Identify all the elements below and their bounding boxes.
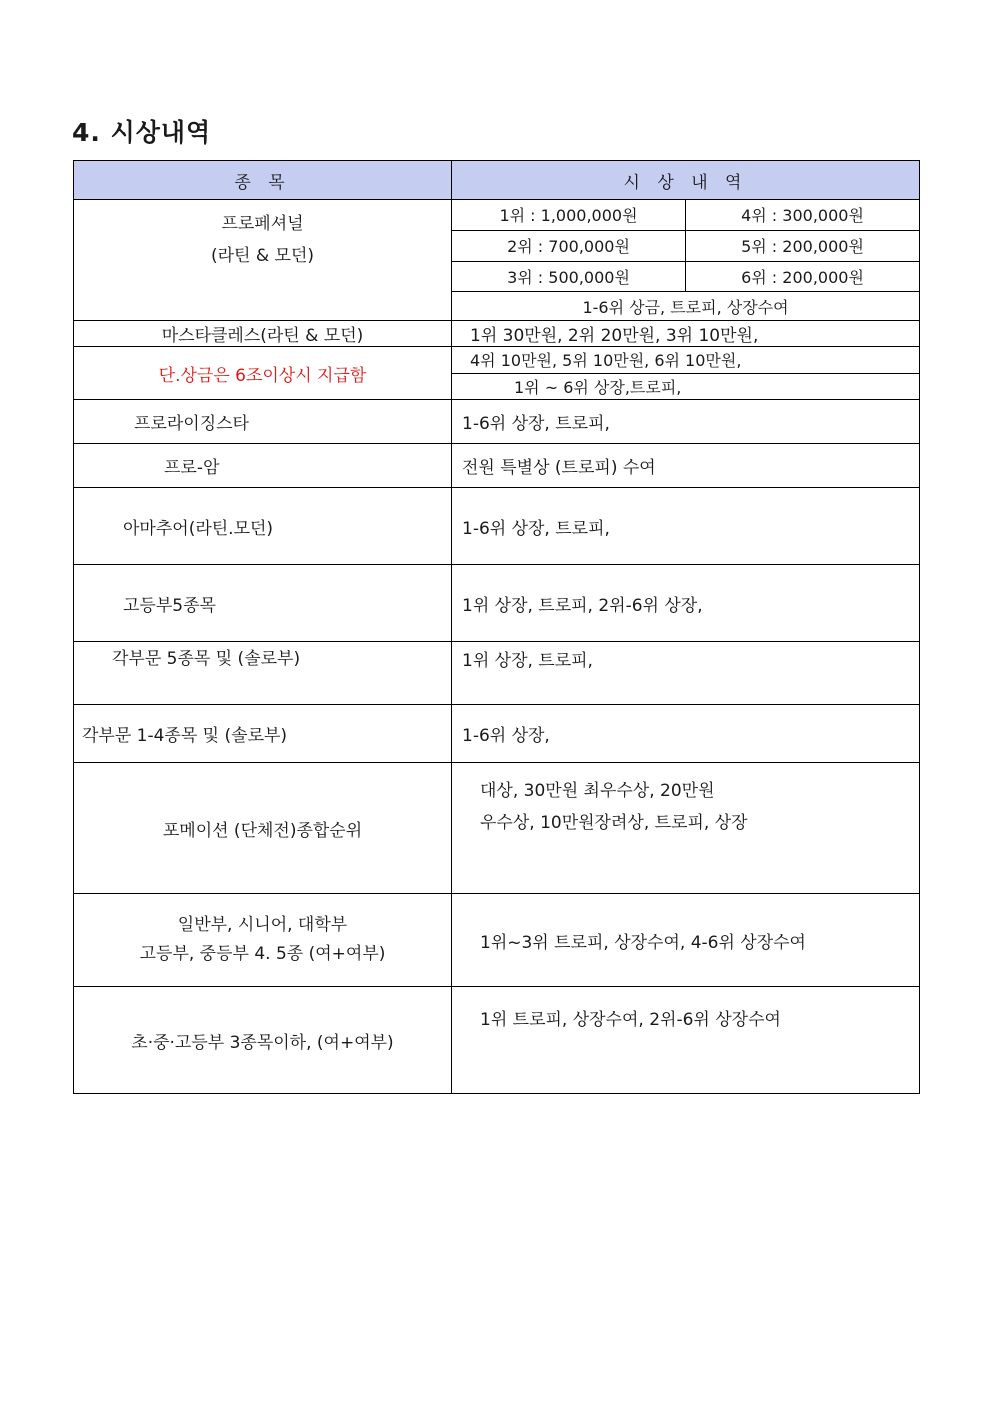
row-category: 프로-암 — [74, 444, 452, 488]
formation-award-cell — [452, 763, 920, 894]
masterclass-award-cell — [452, 347, 920, 400]
awards-table — [73, 160, 920, 1094]
masterclass-award-line3: 1위 ~ 6위 상장,트로피, — [514, 377, 682, 397]
row-award: 1-6위 상장, 트로피, — [452, 400, 920, 444]
row-category: 각부문 1-4종목 및 (솔로부) — [74, 705, 452, 763]
table-row-professional — [74, 200, 920, 321]
school-award: 1위 트로피, 상장수여, 2위-6위 상장수여 — [452, 987, 920, 1094]
row-category: 아마추어(라틴.모던) — [74, 488, 452, 565]
table-row-school — [74, 987, 920, 1094]
professional-note: 1-6위 상금, 트로피, 상장수여 — [582, 297, 789, 317]
table-row-formation — [74, 763, 920, 894]
table-row — [74, 642, 920, 705]
masterclass-award-line1: 1위 30만원, 2위 20만원, 3위 10만원, — [452, 321, 920, 347]
table-row — [74, 705, 920, 763]
table-row — [74, 444, 920, 488]
prize-3rd: 3위 : 500,000원 — [452, 262, 686, 292]
table-row — [74, 400, 920, 444]
formation-award-line2: 우수상, 10만원장려상, 트로피, 상장 — [480, 813, 748, 833]
general-award: 1위~3위 트로피, 상장수여, 4-6위 상장수여 — [452, 894, 920, 987]
header-awards: 시 상 내 역 — [452, 161, 920, 200]
row-award: 1위 상장, 트로피, 2위-6위 상장, — [452, 565, 920, 642]
formation-award-line1: 대상, 30만원 최우수상, 20만원 — [480, 781, 715, 801]
masterclass-award-line2: 4위 10만원, 5위 10만원, 6위 10만원, — [452, 347, 919, 373]
school-name: 초·중·고등부 3종목이하, (여+여부) — [74, 987, 452, 1094]
row-award: 1위 상장, 트로피, — [452, 642, 920, 705]
table-header-row — [74, 161, 920, 200]
table-row-general — [74, 894, 920, 987]
page-title: 4. 시상내역 — [72, 118, 212, 147]
professional-name-line1: 프로페셔널 — [221, 214, 304, 234]
header-category: 종 목 — [74, 161, 452, 200]
general-name-line1: 일반부, 시니어, 대학부 — [177, 915, 348, 935]
formation-name: 포메이션 (단체전)종합순위 — [74, 763, 452, 894]
masterclass-note: 단.상금은 6조이상시 지급함 — [74, 347, 452, 400]
masterclass-award-grid — [452, 347, 919, 399]
professional-name-line2: (라틴 & 모던) — [210, 246, 315, 266]
prize-5th: 5위 : 200,000원 — [686, 230, 920, 261]
professional-prizes-cell — [452, 200, 920, 321]
prize-6th: 6위 : 200,000원 — [686, 262, 920, 292]
table-row — [74, 565, 920, 642]
professional-prize-grid — [452, 200, 919, 320]
professional-name-cell — [74, 200, 452, 321]
general-name-line2: 고등부, 중등부 4. 5종 (여+여부) — [139, 944, 386, 964]
row-award: 1-6위 상장, 트로피, — [452, 488, 920, 565]
table-row-masterclass — [74, 321, 920, 347]
row-award: 1-6위 상장, — [452, 705, 920, 763]
table-row-masterclass-extra — [74, 347, 920, 400]
general-name-cell — [74, 894, 452, 987]
table-row — [74, 488, 920, 565]
row-category: 각부문 5종목 및 (솔로부) — [74, 642, 452, 705]
row-category: 프로라이징스타 — [74, 400, 452, 444]
masterclass-name: 마스타클레스(라틴 & 모던) — [74, 321, 452, 347]
row-award: 전원 특별상 (트로피) 수여 — [452, 444, 920, 488]
prize-2nd: 2위 : 700,000원 — [452, 230, 686, 261]
prize-4th: 4위 : 300,000원 — [686, 200, 920, 230]
prize-1st: 1위 : 1,000,000원 — [452, 200, 686, 230]
row-category: 고등부5종목 — [74, 565, 452, 642]
